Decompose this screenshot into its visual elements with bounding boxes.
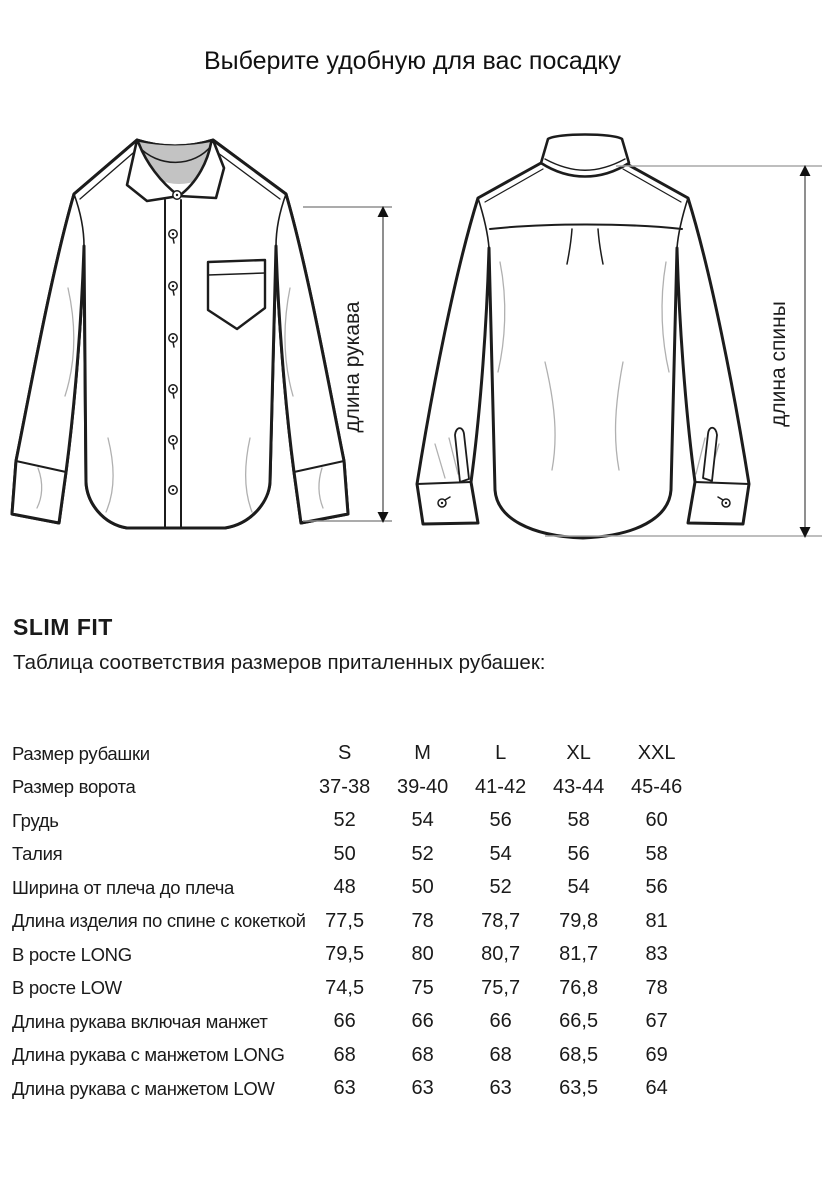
table-row xyxy=(12,737,696,771)
front-shirt-drawing xyxy=(12,140,348,528)
row-value: 43-44 xyxy=(553,775,605,798)
row-value: 75,7 xyxy=(481,976,521,999)
row-value: 60 xyxy=(645,809,668,832)
row-label: Ширина от плеча до плеча xyxy=(12,876,235,898)
row-value: 54 xyxy=(411,809,434,832)
back-length-label: длина спины xyxy=(767,301,790,427)
table-row xyxy=(12,1005,696,1039)
row-value: 79,8 xyxy=(559,909,599,932)
page-title: Выберите удобную для вас посадку xyxy=(203,47,622,75)
row-value: 45-46 xyxy=(631,775,683,798)
size-table-body xyxy=(12,737,696,1106)
row-value: 80,7 xyxy=(481,943,521,966)
row-label: Талия xyxy=(12,843,63,865)
row-value: 56 xyxy=(645,876,668,899)
row-value: 52 xyxy=(333,809,356,832)
row-label: Длина рукава включая манжет xyxy=(12,1010,268,1032)
sleeve-length-label: длина рукава xyxy=(341,301,364,433)
row-value: 75 xyxy=(411,976,434,999)
row-value: 52 xyxy=(411,842,434,865)
row-value: 77,5 xyxy=(325,909,365,932)
row-label: В росте LOW xyxy=(12,977,122,999)
row-label: Длина изделия по спине с кокеткой xyxy=(12,910,306,932)
fit-heading: SLIM FIT xyxy=(13,614,113,640)
row-label: Длина рукава с манжетом LONG xyxy=(12,1044,285,1066)
shirt-diagram xyxy=(0,130,825,570)
row-value: 63 xyxy=(489,1077,512,1100)
row-value: M xyxy=(414,742,431,765)
row-value: 37-38 xyxy=(319,775,371,798)
row-value: 50 xyxy=(333,842,356,865)
row-value: 78,7 xyxy=(481,909,521,932)
row-value: XL xyxy=(566,742,591,765)
row-value: 79,5 xyxy=(325,943,365,966)
row-label: Грудь xyxy=(12,809,59,831)
table-row xyxy=(12,771,696,805)
row-value: 81 xyxy=(645,909,668,932)
table-row xyxy=(12,972,696,1006)
row-value: 52 xyxy=(489,876,512,899)
row-value: L xyxy=(495,742,507,765)
row-value: 68 xyxy=(411,1043,434,1066)
row-value: 50 xyxy=(411,876,434,899)
row-value: 63 xyxy=(411,1077,434,1100)
table-row xyxy=(12,838,696,872)
table-row xyxy=(12,938,696,972)
row-label: Размер рубашки xyxy=(12,742,150,764)
row-value: 68 xyxy=(489,1043,512,1066)
row-value: 78 xyxy=(645,976,668,999)
table-row xyxy=(12,871,696,905)
row-value: 66 xyxy=(333,1010,356,1033)
row-value: 64 xyxy=(645,1077,668,1100)
row-value: 58 xyxy=(567,809,590,832)
row-value: 39-40 xyxy=(397,775,449,798)
row-value: 69 xyxy=(645,1043,668,1066)
table-row xyxy=(12,1072,696,1106)
table-row xyxy=(12,804,696,838)
table-subtitle: Таблица соответствия размеров приталенных рубашек: xyxy=(13,651,546,674)
row-value: XXL xyxy=(637,742,676,765)
row-value: 56 xyxy=(567,842,590,865)
row-value: 66 xyxy=(411,1010,434,1033)
row-value: 68,5 xyxy=(559,1043,599,1066)
row-value: 74,5 xyxy=(325,976,365,999)
row-value: S xyxy=(337,742,352,765)
row-value: 48 xyxy=(333,876,356,899)
row-value: 78 xyxy=(411,909,434,932)
row-value: 56 xyxy=(489,809,512,832)
row-value: 66 xyxy=(489,1010,512,1033)
row-value: 58 xyxy=(645,842,668,865)
row-value: 66,5 xyxy=(559,1010,599,1033)
back-shirt-drawing xyxy=(417,135,749,539)
table-row xyxy=(12,905,696,939)
row-value: 81,7 xyxy=(559,943,599,966)
row-value: 68 xyxy=(333,1043,356,1066)
row-value: 67 xyxy=(645,1010,668,1033)
row-value: 54 xyxy=(489,842,512,865)
size-table xyxy=(12,737,696,1106)
table-row xyxy=(12,1039,696,1073)
row-value: 41-42 xyxy=(475,775,527,798)
row-label: Длина рукава с манжетом LOW xyxy=(12,1077,275,1099)
row-value: 76,8 xyxy=(559,976,599,999)
row-value: 63,5 xyxy=(559,1077,599,1100)
row-value: 63 xyxy=(333,1077,356,1100)
row-value: 54 xyxy=(567,876,590,899)
row-label: В росте LONG xyxy=(12,943,132,965)
row-label: Размер ворота xyxy=(12,776,136,798)
row-value: 80 xyxy=(411,943,434,966)
row-value: 83 xyxy=(645,943,668,966)
